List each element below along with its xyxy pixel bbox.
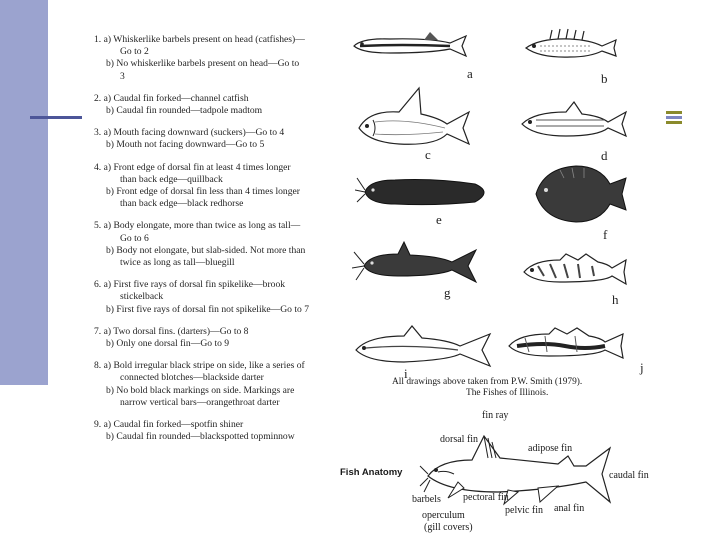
key-line: 6. a) First five rays of dorsal fin spikelike—brook (94, 279, 286, 291)
fish-label-b: b (601, 71, 608, 86)
credit-line-2: The Fishes of Illinois. (466, 387, 549, 398)
key-line: b) No bold black markings on side. Markings are (106, 384, 295, 396)
key-line: 8. a) Bold irregular black stripe on side, like a series of (94, 360, 305, 372)
fish-e-drawing (355, 168, 495, 216)
decorative-mark (666, 111, 682, 125)
key-line: b) Mouth not facing downward—Go to 5 (106, 139, 265, 151)
key-entry (94, 279, 346, 316)
key-line: 1. a) Whiskerlike barbels present on head (catfishes)— (94, 34, 305, 45)
fish-label-h: h (612, 292, 619, 307)
fish-label-d: d (601, 148, 608, 163)
key-line: 3 (120, 70, 125, 82)
key-line: b) Caudal fin rounded—blackspotted topminnow (106, 431, 295, 443)
fish-label-f: f (603, 227, 608, 242)
drawing-credit (392, 377, 632, 398)
fish-c-drawing (355, 86, 473, 152)
anatomy-label-pelvic-fin: pelvic fin (505, 505, 544, 516)
anatomy-label-gill-covers: (gill covers) (424, 522, 473, 533)
anatomy-label-pectoral-fin: pectoral fin (463, 492, 509, 503)
anatomy-label-caudal-fin: caudal fin (609, 470, 649, 481)
key-entry (94, 360, 346, 409)
fish-label-j: j (640, 360, 644, 375)
key-line: 3. a) Mouth facing downward (suckers)—Go to 4 (94, 127, 285, 139)
key-line: twice as long as tall—bluegill (120, 257, 235, 269)
fish-label-g: g (444, 285, 451, 300)
fish-a-drawing (350, 26, 470, 62)
key-line: than back edge—quillback (120, 173, 223, 185)
key-line: b) Body not elongate, but slab-sided. Not more than (106, 244, 306, 256)
key-entry (94, 127, 346, 151)
key-entry (94, 220, 346, 269)
key-line: 9. a) Caudal fin forked—spotfin shiner (94, 419, 244, 431)
key-entry (94, 419, 346, 443)
key-line: than back edge—black redhorse (120, 198, 244, 210)
key-entry (94, 34, 346, 83)
fish-label-c: c (425, 147, 431, 162)
credit-line-1: All drawings above taken from P.W. Smith (1979). (392, 377, 583, 387)
key-line: b) Only one dorsal fin—Go to 9 (106, 338, 230, 350)
anatomy-label-fin-ray: fin ray (482, 410, 509, 421)
anatomy-label-adipose-fin: adipose fin (528, 443, 573, 454)
decorative-line (30, 116, 82, 119)
dichotomous-key (94, 34, 346, 453)
slide-side-bar (0, 0, 48, 385)
key-line: b) No whiskerlike barbels present on head—Go to (106, 58, 300, 70)
key-line: stickelback (120, 291, 164, 303)
fish-j-drawing (505, 322, 627, 366)
key-line: narrow vertical bars—orangethroat darter (120, 396, 280, 408)
key-line: 7. a) Two dorsal fins. (darters)—Go to 8 (94, 325, 249, 337)
fish-h-drawing (520, 246, 630, 292)
key-line: Go to 6 (120, 232, 149, 244)
key-entry (94, 93, 346, 117)
anatomy-title: Fish Anatomy (340, 467, 403, 478)
fish-d-drawing (518, 96, 630, 146)
fish-label-a: a (467, 66, 473, 81)
key-line: 4. a) Front edge of dorsal fin at least 4 times longer (94, 161, 291, 173)
anatomy-label-barbels: barbels (412, 494, 441, 505)
key-line: 2. a) Caudal fin forked—channel catfish (94, 92, 249, 104)
key-line: b) First five rays of dorsal fin not spikelike—Go to 7 (106, 303, 310, 315)
key-line: connected blotches—blackside darter (120, 372, 264, 384)
fish-label-e: e (436, 212, 442, 227)
fish-b-drawing (520, 24, 620, 68)
anatomy-label-dorsal-fin: dorsal fin (440, 434, 479, 445)
fish-f-drawing (530, 156, 630, 228)
anatomy-label-operculum: operculum (422, 510, 465, 521)
anatomy-label-anal-fin: anal fin (554, 503, 585, 514)
key-line: 5. a) Body elongate, more than twice as long as tall— (94, 220, 301, 232)
key-entry (94, 326, 346, 350)
key-line: Go to 2 (120, 46, 149, 58)
fish-i-drawing (352, 320, 494, 370)
fish-label-i: i (404, 366, 408, 381)
key-line: b) Caudal fin rounded—tadpole madtom (106, 105, 263, 117)
key-entry (94, 162, 346, 211)
key-line: b) Front edge of dorsal fin less than 4 times longer (106, 186, 300, 198)
fish-g-drawing (352, 238, 480, 290)
